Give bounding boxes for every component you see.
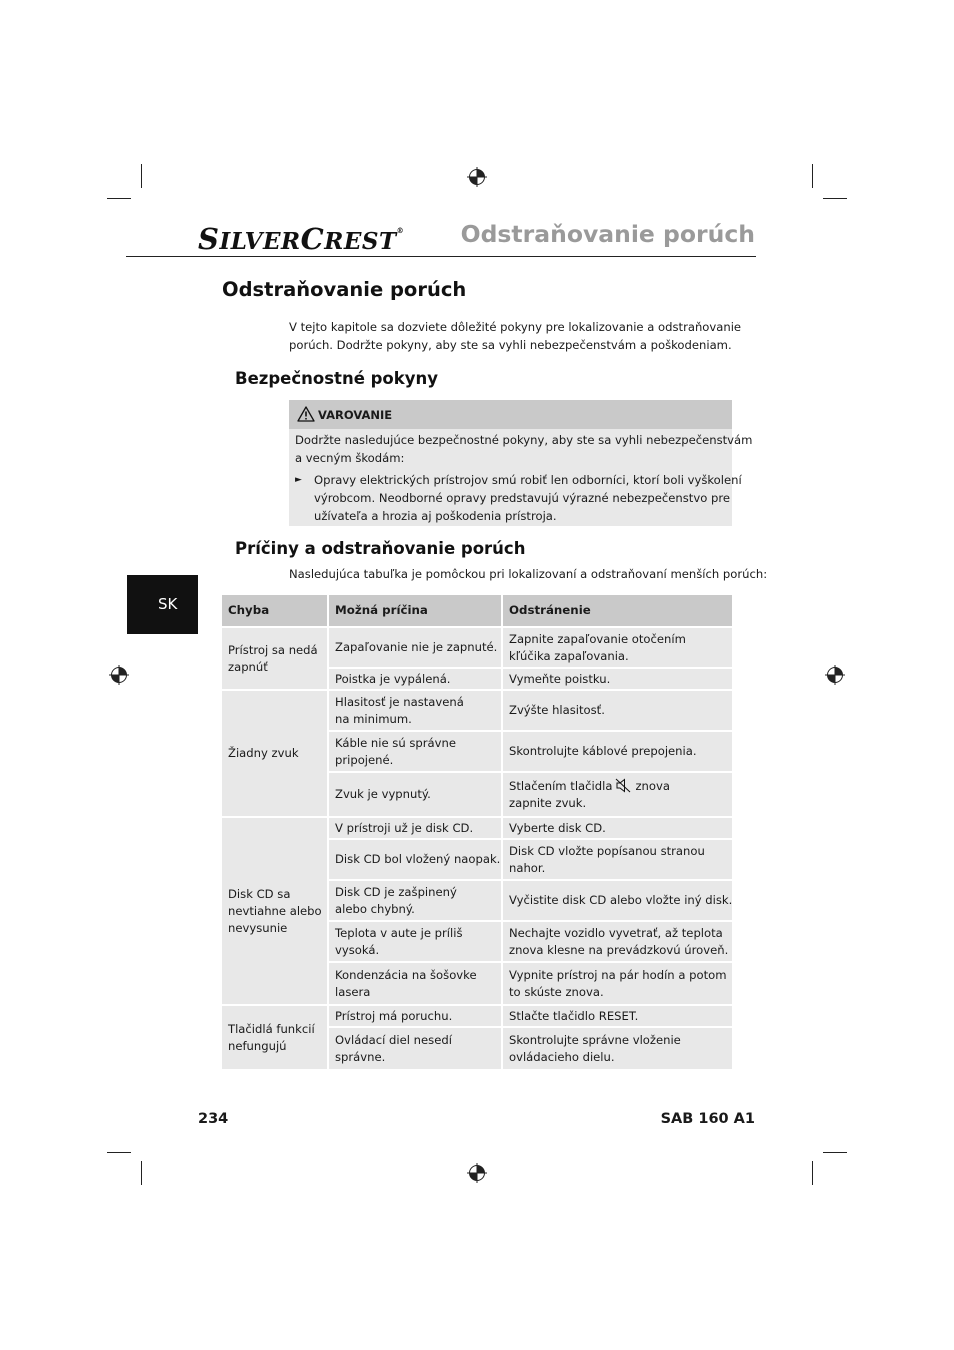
warning-box bbox=[289, 400, 753, 526]
remedy-cell: Vypnite prístroj na pár hodín a potom to skúste znova. bbox=[503, 963, 732, 1004]
bullet-line: Opravy elektrických prístrojov smú robiť len odborníci, ktorí boli vyškolení bbox=[314, 473, 742, 487]
header-divider bbox=[126, 256, 756, 257]
crop-mark bbox=[107, 1152, 131, 1153]
header-title: Odstraňovanie porúch bbox=[460, 220, 755, 248]
intro-line: V tejto kapitole sa dozviete dôležité pokyny pre lokalizovanie a odstraňovanie bbox=[289, 320, 742, 334]
fault-cell: Tlačidlá funkcií nefungujú bbox=[222, 1006, 327, 1069]
bullet-line: výrobcom. Neodborné opravy predstavujú výrazné nebezpečenstvo pre bbox=[314, 491, 730, 505]
cause-cell: Ovládací diel nesedí správne. bbox=[329, 1028, 501, 1069]
cause-cell: Disk CD je zašpinený alebo chybný. bbox=[329, 881, 501, 920]
page-number: 234 bbox=[198, 1111, 229, 1127]
cause-cell: V prístroji už je disk CD. bbox=[329, 818, 501, 838]
brand-logo: SILVERCREST® bbox=[198, 222, 405, 256]
table-header-cell: Chyba bbox=[222, 595, 327, 626]
remedy-cell: Zvýšte hlasitosť. bbox=[503, 691, 732, 730]
intro-paragraph bbox=[289, 318, 742, 354]
cause-cell: Kondenzácia na šošovke lasera bbox=[329, 963, 501, 1004]
registration-mark-icon bbox=[109, 665, 129, 685]
cause-cell: Teplota v aute je príliš vysoká. bbox=[329, 922, 501, 961]
crop-mark bbox=[823, 1152, 847, 1153]
warning-line: Dodržte nasledujúce bezpečnostné pokyny, aby ste sa vyhli nebezpečenstvám bbox=[295, 433, 753, 447]
remedy-cell: Stlačte tlačidlo RESET. bbox=[503, 1006, 732, 1026]
remedy-cell: Vyčistite disk CD alebo vložte iný disk. bbox=[503, 881, 732, 920]
remedy-cell: Stlačením tlačidla znova zapnite zvuk. bbox=[503, 773, 732, 816]
remedy-cell: Vymeňte poistku. bbox=[503, 669, 732, 689]
table-header-cell: Možná príčina bbox=[329, 595, 501, 626]
remedy-cell: Skontrolujte správne vloženie ovládacieho dielu. bbox=[503, 1028, 732, 1069]
crop-mark bbox=[812, 1161, 813, 1185]
model-number: SAB 160 A1 bbox=[660, 1111, 755, 1127]
safety-heading: Bezpečnostné pokyny bbox=[235, 369, 439, 388]
remedy-cell: Skontrolujte káblové prepojenia. bbox=[503, 732, 732, 771]
cause-cell: Zvuk je vypnutý. bbox=[329, 773, 501, 816]
registration-mark-icon bbox=[467, 167, 487, 187]
intro-line: porúch. Dodržte pokyny, aby ste sa vyhli nebezpečenstvám a poškodeniam. bbox=[289, 338, 732, 352]
remedy-cell: Disk CD vložte popísanou stranou nahor. bbox=[503, 840, 732, 879]
remedy-cell: Vyberte disk CD. bbox=[503, 818, 732, 838]
causes-intro: Nasledujúca tabuľka je pomôckou pri lokalizovaní a odstraňovaní menších porúch: bbox=[289, 567, 768, 581]
warning-header bbox=[289, 400, 732, 429]
language-tab: SK bbox=[127, 575, 198, 634]
causes-heading: Príčiny a odstraňovanie porúch bbox=[235, 539, 526, 558]
cause-cell: Poistka je vypálená. bbox=[329, 669, 501, 689]
cause-cell: Káble nie sú správne pripojené. bbox=[329, 732, 501, 771]
crop-mark bbox=[823, 198, 847, 199]
bullet-line: užívateľa a hrozia aj poškodenia prístroja. bbox=[314, 509, 557, 523]
warning-text bbox=[295, 431, 752, 467]
crop-mark bbox=[812, 164, 813, 188]
crop-mark bbox=[107, 198, 131, 199]
cause-cell: Zapaľovanie nie je zapnuté. bbox=[329, 628, 501, 667]
warning-label: VAROVANIE bbox=[318, 408, 393, 422]
table-header-cell: Odstránenie bbox=[503, 595, 732, 626]
cause-cell: Prístroj má poruchu. bbox=[329, 1006, 501, 1026]
remedy-cell: Nechajte vozidlo vyvetrať, až teplota znova klesne na prevádzkovú úroveň. bbox=[503, 922, 732, 961]
crop-mark bbox=[141, 1161, 142, 1185]
warning-line: a vecným škodám: bbox=[295, 451, 405, 465]
cause-cell: Hlasitosť je nastavená na minimum. bbox=[329, 691, 501, 730]
fault-cell: Žiadny zvuk bbox=[222, 691, 327, 816]
registration-mark-icon bbox=[825, 665, 845, 685]
cause-cell: Disk CD bol vložený naopak. bbox=[329, 840, 501, 879]
fault-cell: Prístroj sa nedá zapnúť bbox=[222, 628, 327, 689]
fault-cell: Disk CD sa nevtiahne alebo nevysunie bbox=[222, 818, 327, 1004]
mute-speaker-icon bbox=[615, 778, 632, 793]
remedy-cell: Zapnite zapaľovanie otočením kľúčika zapaľovania. bbox=[503, 628, 732, 667]
registration-mark-icon bbox=[467, 1163, 487, 1183]
bullet-arrow-icon: ► bbox=[295, 475, 302, 485]
crop-mark bbox=[141, 164, 142, 188]
section-title: Odstraňovanie porúch bbox=[222, 278, 467, 301]
warning-triangle-icon bbox=[297, 406, 315, 422]
